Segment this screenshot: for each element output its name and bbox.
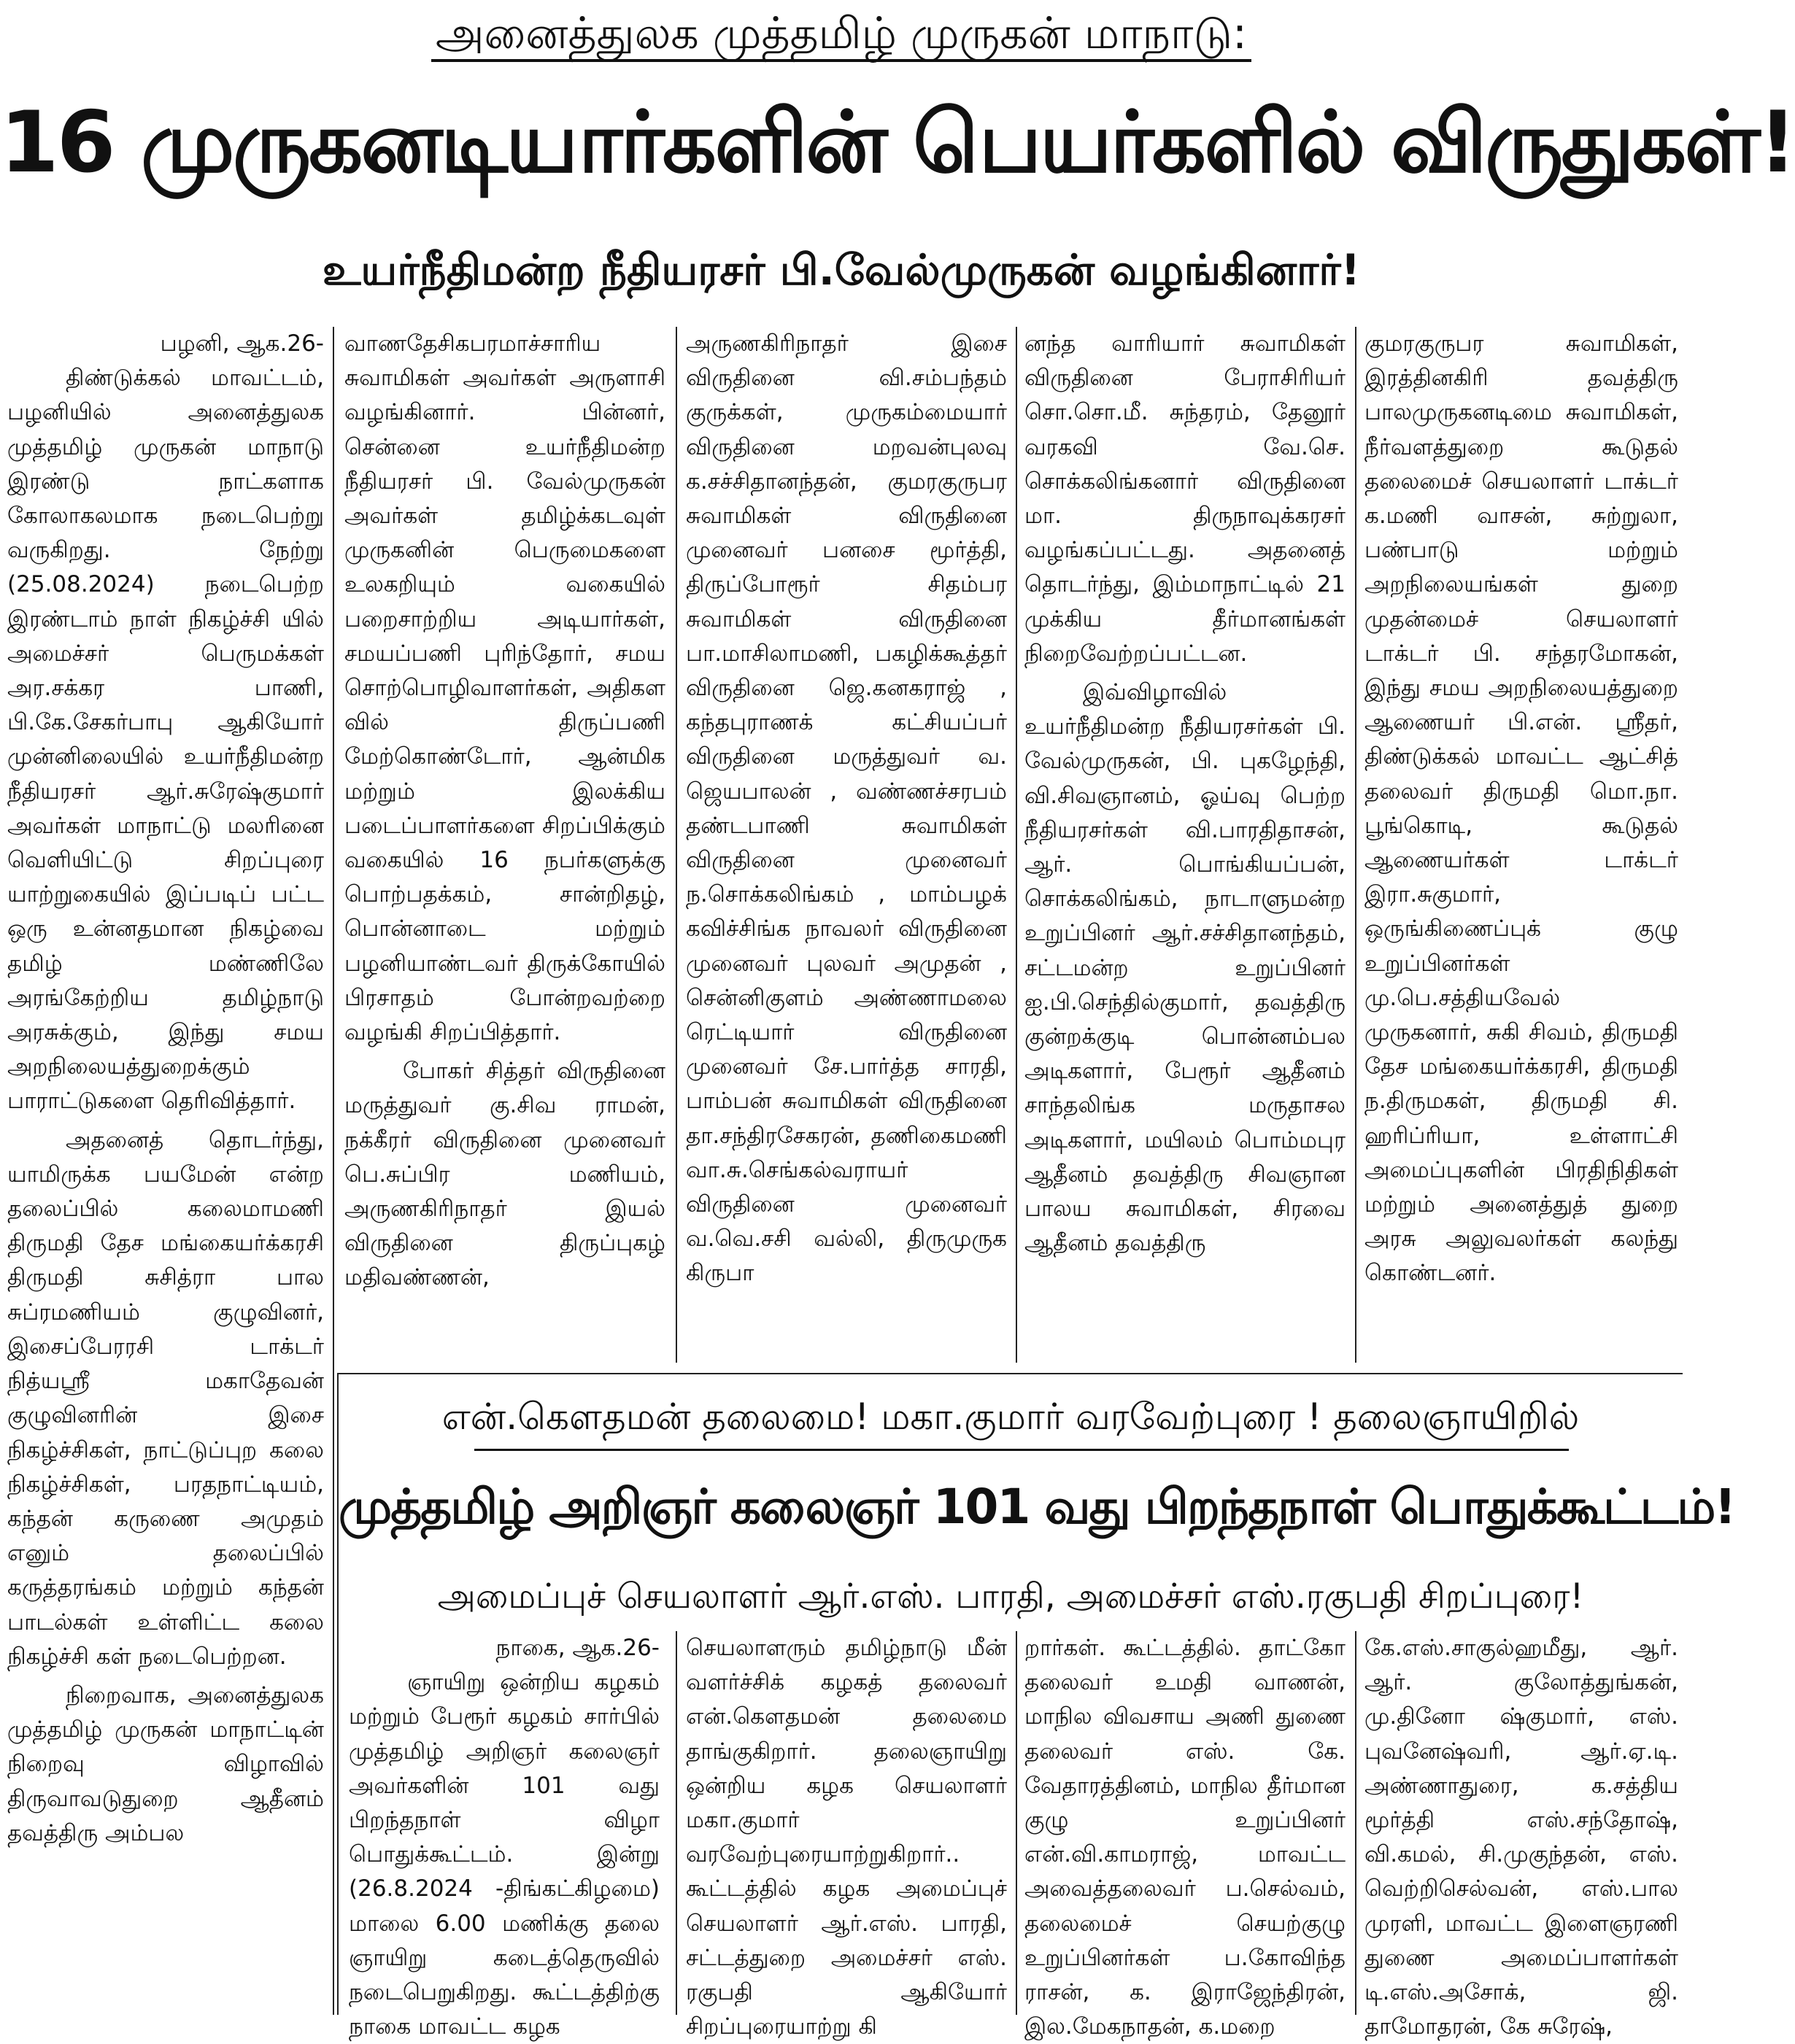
story2-kicker-rule [474,1449,1569,1451]
paragraph: அருணகிரிநாதர் இசை விருதினை வி.சம்பந்தம் குருக்கள், முருகம்மையார் விருதினை மறவன்புலவு க.சச்சிதானந்தன், குமரகுருபர சுவாமிகள் விருதினை முனைவர் பனசை மூர்த்தி, திருப்போரூர் சிதம்பர சுவாமிகள் விருதினை பா.மாசிலாமணி, பகழிக்கூத்தர் விருதினை ஜெ.கனகராஜ் , கந்தபுராணக் கட்சியப்பர் விருதினை மருத்துவர் வ. ஜெயபாலன் , வண்ணச்சரபம் தண்டபாணி சுவாமிகள் விருதினை முனைவர் ந.சொக்கலிங்கம் , மாம்பழக் கவிச்சிங்க நாவலர் விருதினை முனைவர் புலவர் அமுதன் , சென்னிகுளம் அண்ணாமலை ரெட்டியார் விருதினை முனைவர் சே.பார்த்த சாரதி, பாம்பன் சுவாமிகள் விருதினை தா.சந்திரசேகரன், தணிகைமணி வா.சு.செங்கல்வராயர் விருதினை முனைவர் வ.வெ.சசி வல்லி, திருமுருக கிருபா [686,330,1007,1287]
story1-column-4 [1024,327,1346,1363]
paragraph: னந்த வாரியார் சுவாமிகள் விருதினை பேராசிரியர் சொ.சொ.மீ. சுந்தரம், தேனூர் வரகவி வே.செ. சொக்கலிங்கனார் விருதினை மா. திருநாவுக்கரசர் வழங்கப்பட்டது. அதனைத் தொடர்ந்து, இம்மாநாட்டில் 21 முக்கிய தீர்மானங்கள் நிறைவேற்றப்பட்டன. [1024,330,1346,667]
paragraph: செயலாளரும் தமிழ்நாடு மீன் வளர்ச்சிக் கழகத் தலைவர் என்.கௌதமன் தலைமை தாங்குகிறார். தலைஞாயிறு ஒன்றிய கழக செயலாளர் மகா.குமார் வரவேற்புரையாற்றுகிறார்.. கூட்டத்தில் கழக அமைப்புச் செயலாளர் ஆர்.எஸ். பாரதி, சட்டத்துறை அமைச்சர் எஸ். ரகுபதி ஆகியோர் சிறப்புரையாற்று கி [686,1635,1007,2040]
story1-column-1 [7,327,324,2015]
story1-dateline: பழனி, ஆக.26- [160,330,324,357]
story2-column-3 [1024,1631,1346,2040]
paragraph: ஞாயிறு ஒன்றிய கழகம் மற்றும் பேரூர் கழகம் சார்பில் முத்தமிழ் அறிஞர் கலைஞர் அவர்களின் 101 வது பிறந்தநாள் விழா பொதுக்கூட்டம். இன்று (26.8.2024 -திங்கட்கிழமை) மாலை 6.00 மணிக்கு தலை ஞாயிறு கடைத்தெருவில் நடைபெறுகிறது. கூட்டத்திற்கு நாகை மாவட்ட கழக [349,1669,660,2040]
story2-column-4 [1364,1631,1678,2040]
story2-frame-top [337,1373,1683,1374]
paragraph: திண்டுக்கல் மாவட்டம், பழனியில் அனைத்துலக முத்தமிழ் முருகன் மாநாடு இரண்டு நாட்களாக கோலாகலமாக நடைபெற்று வருகிறது. நேற்று (25.08.2024) நடைபெற்ற இரண்டாம் நாள் நிகழ்ச்சி யில் அமைச்சர் பெருமக்கள் அர.சக்கர பாணி, பி.கே.சேகர்பாபு ஆகியோர் முன்னிலையில் உயர்நீதிமன்ற நீதியரசர் ஆர்.சுரேஷ்குமார் அவர்கள் மாநாட்டு மலரினை வெளியிட்டு சிறப்புரை யாற்றுகையில் இப்படிப் பட்ட ஒரு உன்னதமான நிகழ்வை தமிழ் மண்ணிலே அரங்கேற்றிய தமிழ்நாடு அரசுக்கும், இந்து சமய அறநிலையத்துறைக்கும் பாராட்டுகளை தெரிவித்தார். [7,365,324,1115]
story2-column-2 [686,1631,1007,2040]
story2-column-1 [349,1631,660,2040]
column-rule [1016,1631,1017,2015]
story2-dateline: நாகை, ஆக.26- [495,1635,660,1661]
column-rule [1016,327,1017,1363]
story1-subheadline: உயர்நீதிமன்ற நீதியரசர் பி.வேல்முருகன் வழங்கினார்! [322,245,1361,295]
story2-kicker: என்.கௌதமன் தலைமை! மகா.குமார் வரவேற்புரை ! தலைஞாயிறில் [441,1395,1580,1438]
story1-kicker-text: அனைத்துலக முத்தமிழ் முருகன் மாநாடு: [431,8,1251,62]
story2-headline: முத்தமிழ் அறிஞர் கலைஞர் 101 வது பிறந்தநாள் பொதுக்கூட்டம்! [339,1479,1735,1535]
column-rule [1355,327,1356,1363]
story1-column-3 [686,327,1007,1363]
paragraph: அதனைத் தொடர்ந்து, யாமிருக்க பயமேன் என்ற தலைப்பில் கலைமாமணி திருமதி தேச மங்கையர்க்கரசி திருமதி சுசித்ரா பால சுப்ரமணியம் குழுவினர், இசைப்பேரரசி டாக்டர் நித்யஸ்ரீ மகாதேவன் குழுவினரின் இசை நிகழ்ச்சிகள், நாட்டுப்புற கலை நிகழ்ச்சிகள், பரதநாட்டியம், கந்தன் கருணை அமுதம் எனும் தலைப்பில் கருத்தரங்கம் மற்றும் கந்தன் பாடல்கள் உள்ளிட்ட கலை நிகழ்ச்சி கள் நடைபெற்றன. [7,1126,324,1670]
story1-column-5 [1364,327,1678,1363]
paragraph: குமரகுருபர சுவாமிகள், இரத்தினகிரி தவத்திரு பாலமுருகனடிமை சுவாமிகள், நீர்வளத்துறை கூடுதல் தலைமைச் செயலாளர் டாக்டர் க.மணி வாசன், சுற்றுலா, பண்பாடு மற்றும் அறநிலையங்கள் துறை முதன்மைச் செயலாளர் டாக்டர் பி. சந்தரமோகன், இந்து சமய அறநிலையத்துறை ஆணையர் பி.என். ஸ்ரீதர், திண்டுக்கல் மாவட்ட ஆட்சித் தலைவர் திருமதி மொ.நா. பூங்கொடி, கூடுதல் ஆணையர்கள் டாக்டர் இரா.சுகுமார், ஒருங்கிணைப்புக் குழு உறுப்பினர்கள் மு.பெ.சத்தியவேல் முருகனார், சுகி சிவம், திருமதி தேச மங்கையர்க்கரசி, திருமதி ந.திருமகள், திருமதி சி. ஹரிப்ரியா, உள்ளாட்சி அமைப்புகளின் பிரதிநிதிகள் மற்றும் அனைத்துத் துறை அரசு அலுவலர்கள் கலந்து கொண்டனர். [1364,330,1678,1287]
paragraph: இவ்விழாவில் உயர்நீதிமன்ற நீதியரசர்கள் பி. வேல்முருகன், பி. புகழேந்தி, வி.சிவஞானம், ஓய்வு பெற்ற நீதியரசர்கள் வி.பாரதிதாசன், ஆர். பொங்கியப்பன், சொக்கலிங்கம், நாடாளுமன்ற உறுப்பினர் ஆர்.சச்சிதானந்தம், சட்டமன்ற உறுப்பினர் ஐ.பி.செந்தில்குமார், தவத்திரு குன்றக்குடி பொன்னம்பல அடிகளார், பேரூர் ஆதீனம் சாந்தலிங்க மருதாசல அடிகளார், மயிலம் பொம்மபுர ஆதீனம் தவத்திரு சிவஞான பாலய சுவாமிகள், சிரவை ஆதீனம் தவத்திரு [1024,679,1346,1257]
column-rule [676,327,677,1363]
paragraph: போகர் சித்தர் விருதினை மருத்துவர் கு.சிவ ராமன், நக்கீரர் விருதினை முனைவர் பெ.சுப்பிர மணியம், அருணகிரிநாதர் இயல் விருதினை திருப்புகழ் மதிவண்ணன், [344,1058,665,1291]
story1-kicker [0,3,1683,64]
paragraph: கே.எஸ்.சாகுல்ஹமீது, ஆர். ஆர். குலோத்துங்கன், மு.தினோ ஷ்குமார், எஸ். புவனேஷ்வரி, ஆர்.ஏ.டி. அண்ணாதுரை, க.சத்திய மூர்த்தி எஸ்.சந்தோஷ், வி.கமல், சி.முகுந்தன், எஸ். வெற்றிசெல்வன், எஸ்.பால முரளி, மாவட்ட இளைஞரணி துணை அமைப்பாளர்கள் டி.எஸ்.அசோக், ஜி. தாமோதரன், கே சுரேஷ், [1364,1635,1678,2040]
paragraph: நிறைவாக, அனைத்துலக முத்தமிழ் முருகன் மாநாட்டின் நிறைவு விழாவில் திருவாவடுதுறை ஆதீனம் தவத்திரு அம்பல [7,1681,324,1846]
paragraph: றார்கள். கூட்டத்தில். தாட்கோ தலைவர் உமதி வாணன், மாநில விவசாய அணி துணை தலைவர் எஸ். கே. வேதாரத்தினம், மாநில தீர்மான குழு உறுப்பினர் என்.வி.காமராஜ், மாவட்ட அவைத்தலைவர் ப.செல்வம், தலைமைச் செயற்குழு உறுப்பினர்கள் ப.கோவிந்த ராசன், க. இராஜேந்திரன், இல.மேகநாதன், க.மறை [1024,1635,1346,2040]
story2-subheadline: அமைப்புச் செயலாளர் ஆர்.எஸ். பாரதி, அமைச்சர் எஸ்.ரகுபதி சிறப்புரை! [437,1576,1584,1617]
column-rule [1355,1631,1356,2015]
story1-column-2 [344,327,665,1363]
column-rule [676,1631,677,2015]
paragraph: வாணதேசிகபரமாச்சாரிய சுவாமிகள் அவர்கள் அருளாசி வழங்கினார். பின்னர், சென்னை உயர்நீதிமன்ற நீதியரசர் பி. வேல்முருகன் அவர்கள் தமிழ்க்கடவுள் முருகனின் பெருமைகளை உலகறியும் வகையில் பறைசாற்றிய அடியார்கள், சமயப்பணி புரிந்தோர், சமய சொற்பொழிவாளர்கள், அதிகள வில் திருப்பணி மேற்கொண்டோர், ஆன்மிக மற்றும் இலக்கிய படைப்பாளர்களை சிறப்பிக்கும் வகையில் 16 நபர்களுக்கு பொற்பதக்கம், சான்றிதழ், பொன்னாடை மற்றும் பழனியாண்டவர் திருக்கோயில் பிரசாதம் போன்றவற்றை வழங்கி சிறப்பித்தார். [344,330,665,1046]
column-rule [333,327,334,2015]
story1-headline: 16 முருகனடியார்களின் பெயர்களில் விருதுகள்! [0,93,1795,192]
